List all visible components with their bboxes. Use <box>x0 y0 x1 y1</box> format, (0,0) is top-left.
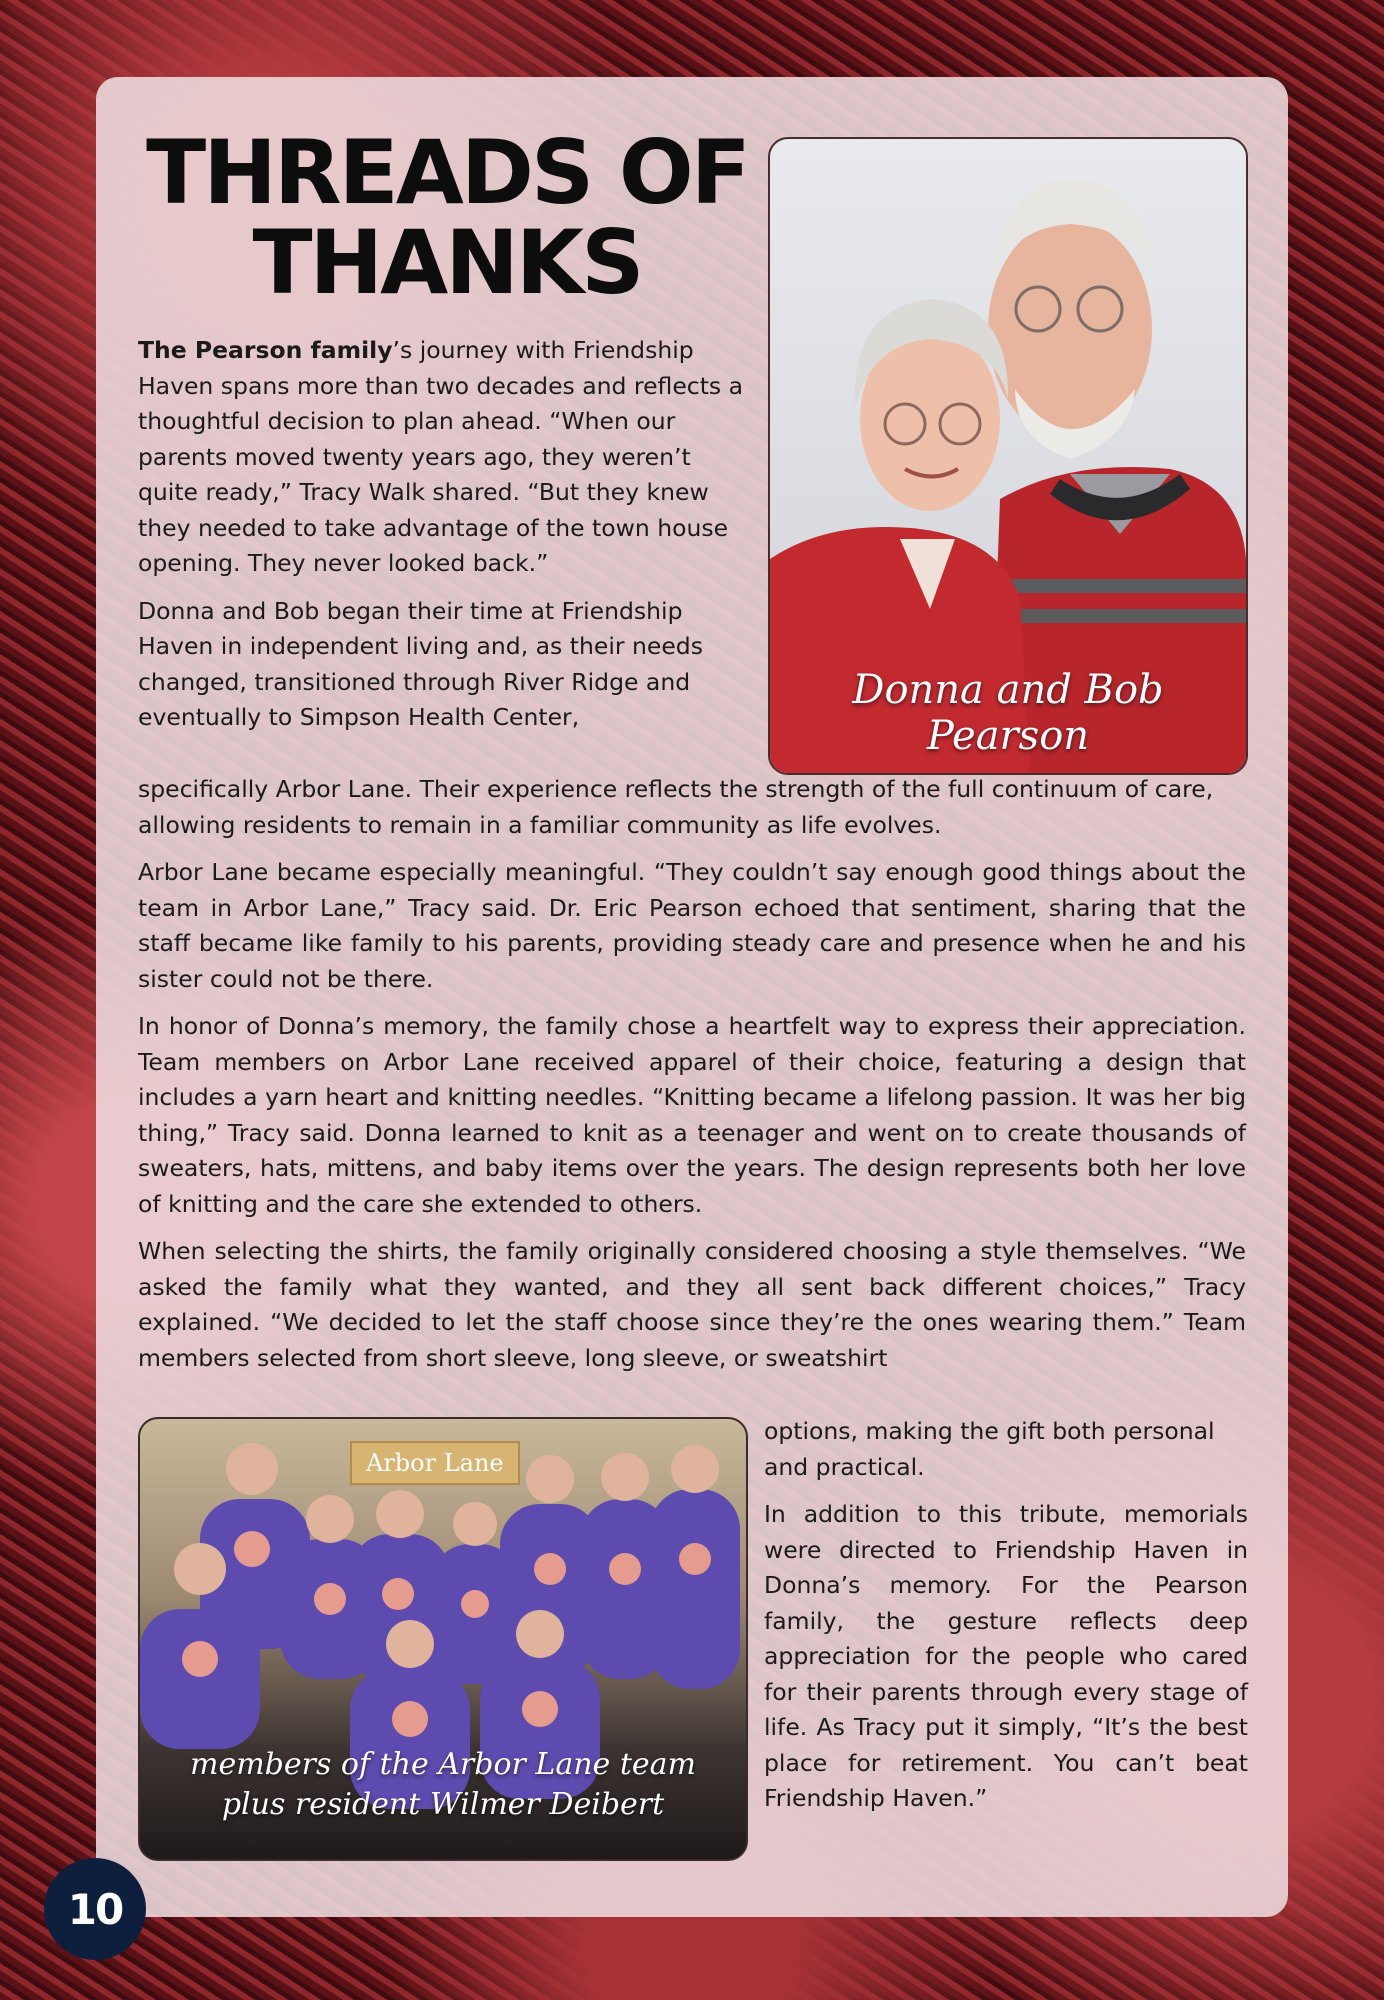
paragraph-5-start: When selecting the shirts, the family originally considered choosing a style themselves. “We asked the family what they wanted, and they all sent back different choices,” Tracy explained. “We decided to let the staff choose since they’re the ones wearing them.” Team members selected from short sleeve, long sleeve, or sweatshirt <box>138 1237 1246 1372</box>
arbor-lane-team-photo <box>138 1417 748 1861</box>
paragraph-4: In honor of Donna’s memory, the family chose a heartfelt way to express their appreciation. Team members on Arbor Lane received apparel of their choice, featuring a design that includes a yarn heart and knitting needles. “Knitting became a lifelong passion. It was her big thing,” Tracy said. Donna learned to knit as a teenager and went on to create thousands of sweaters, hats, mittens, and baby items over the years. The design represents both her love of knitting and the care she extended to others. <box>138 1012 1246 1218</box>
paragraph-3: Arbor Lane became especially meaningful. “They couldn’t say enough good things about the team in Arbor Lane,” Tracy said. Dr. Eric Pearson echoed that sentiment, sharing that the staff became like family to his parents, providing steady care and presence when he and his sister could not be there. <box>138 858 1246 993</box>
article-closing-column <box>764 1414 1248 1817</box>
pearson-couple-photo <box>768 137 1248 775</box>
article-body-full <box>138 772 1246 1376</box>
paragraph-1-text: ’s journey with Friendship Haven spans more than two decades and reflects a thoughtful decision to plan ahead. “When our parents moved twenty years ago, they weren’t quite ready,” Tracy Walk shared. “But they knew they needed to take advantage of the town house opening. They never looked back.” <box>138 336 744 577</box>
page-number-badge: 10 <box>44 1858 146 1960</box>
title-line-1: THREADS OF <box>146 121 748 224</box>
paragraph-1 <box>138 333 758 582</box>
team-caption-line-2: plus resident Wilmer Deibert <box>221 1787 665 1822</box>
arbor-lane-sign: Arbor Lane <box>350 1441 520 1485</box>
paragraph-6: In addition to this tribute, memorials were directed to Friendship Haven in Donna’s memory. For the Pearson family, the gesture reflects deep appreciation for the people who cared for their parents through every stage of life. As Tracy put it simply, “It’s the best place for retirement. You can’t beat Friendship Haven.” <box>764 1500 1248 1812</box>
couple-caption: Donna and Bob Pearson <box>852 667 1164 759</box>
article-title <box>136 121 758 314</box>
paragraph-5-end: options, making the gift both personal and practical. <box>764 1417 1215 1481</box>
title-line-2: THANKS <box>252 211 642 314</box>
team-caption-line-1: members of the Arbor Lane team <box>190 1747 696 1782</box>
paragraph-2-end: specifically Arbor Lane. Their experience reflects the strength of the full continuum of care, allowing residents to remain in a familiar community as life evolves. <box>138 775 1214 839</box>
paragraph-1-lead: The Pearson family <box>138 336 393 364</box>
team-caption <box>140 1745 746 1825</box>
article-intro-column <box>138 333 758 736</box>
paragraph-2-start: Donna and Bob began their time at Friendship Haven in independent living and, as their needs changed, transitioned through River Ridge and eventually to Simpson Health Center, <box>138 596 703 731</box>
